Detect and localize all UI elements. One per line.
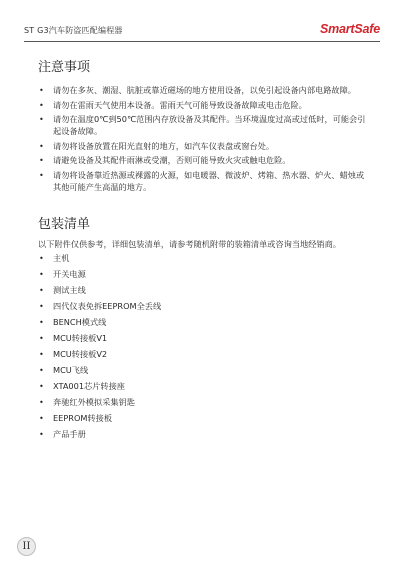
bullet-icon: • [39, 140, 44, 151]
list-item [38, 284, 368, 296]
list-item [38, 396, 368, 408]
bullet-icon: • [39, 412, 44, 423]
bullet-icon: • [39, 364, 44, 375]
list-item [38, 252, 368, 264]
list-item [38, 300, 368, 312]
bullet-icon: • [39, 300, 44, 311]
list-item [38, 140, 368, 152]
list-item [38, 99, 368, 111]
document-title: ST G3汽车防盗匹配编程器 [24, 26, 123, 35]
packing-item-text: 测试主线 [53, 284, 86, 295]
packing-item-text: 奔驰红外模拟采集钥匙 [53, 396, 135, 407]
notes-list [38, 84, 368, 193]
packing-item-text: MCU转接板V1 [53, 332, 108, 343]
list-item [38, 428, 368, 440]
list-item [38, 380, 368, 392]
bullet-icon: • [39, 99, 44, 110]
packing-item-text: MCU飞线 [53, 364, 89, 375]
bullet-icon: • [39, 316, 44, 327]
packing-item-text: MCU转接板V2 [53, 348, 108, 359]
packing-item-text: EEPROM转接板 [53, 412, 113, 423]
packing-item-text: XTA001芯片转接座 [53, 380, 125, 391]
packing-item-text: 主机 [53, 252, 70, 263]
brand-logo: SmartSafe [319, 22, 380, 36]
packing-list [38, 252, 368, 440]
bullet-icon: • [39, 284, 44, 295]
page-number: II [17, 537, 36, 556]
list-item [38, 364, 368, 376]
bullet-icon: • [39, 268, 44, 279]
list-item [38, 84, 368, 96]
list-item [38, 169, 368, 193]
note-text: 请勿在温度0℃到50℃范围内存放设备及其配件。当环境温度过高或过低时，可能会引起设备故障。 [53, 114, 366, 136]
bullet-icon: • [39, 114, 44, 124]
bullet-icon: • [39, 252, 44, 263]
packing-item-text: BENCH模式线 [53, 316, 107, 327]
note-text: 请勿在多灰、潮湿、肮脏或靠近磁场的地方使用设备，以免引起设备内部电路故障。 [53, 85, 356, 95]
notes-heading: 注意事项 [38, 60, 91, 75]
packing-intro: 以下附件仅供参考，详细包装清单，请参考随机附带的装箱清单或咨询当地经销商。 [38, 238, 341, 249]
note-text: 请勿将设备靠近热源或裸露的火源，如电暖器、微波炉、烤箱、热水器、炉火、蜡烛或其他可能产生高温的地方。 [53, 169, 365, 192]
bullet-icon: • [39, 169, 44, 180]
note-text: 请勿将设备放置在阳光直射的地方，如汽车仪表盘或窗台处。 [53, 140, 275, 151]
header-divider [24, 41, 380, 42]
list-item [38, 412, 368, 424]
bullet-icon: • [39, 428, 44, 439]
page-header [24, 22, 380, 38]
note-text: 请勿在雷雨天气使用本设备。雷雨天气可能导致设备故障或电击危险。 [53, 99, 307, 110]
packing-item-text: 开关电源 [53, 268, 86, 279]
page-content [38, 56, 368, 444]
list-item [38, 154, 368, 166]
list-item [38, 268, 368, 280]
list-item [38, 348, 368, 360]
list-item [38, 113, 368, 137]
bullet-icon: • [39, 85, 44, 95]
bullet-icon: • [39, 155, 44, 165]
packing-heading: 包装清单 [38, 216, 91, 232]
packing-item-text: 四代仪表免拆EEPROM全丢线 [53, 300, 162, 311]
bullet-icon: • [39, 396, 44, 407]
note-text: 请避免设备及其配件雨淋或受潮，否则可能导致火灾或触电危险。 [53, 155, 291, 165]
list-item [38, 332, 368, 344]
bullet-icon: • [39, 348, 44, 359]
list-item [38, 316, 368, 328]
bullet-icon: • [39, 332, 44, 343]
packing-item-text: 产品手册 [53, 428, 86, 439]
bullet-icon: • [39, 380, 44, 391]
